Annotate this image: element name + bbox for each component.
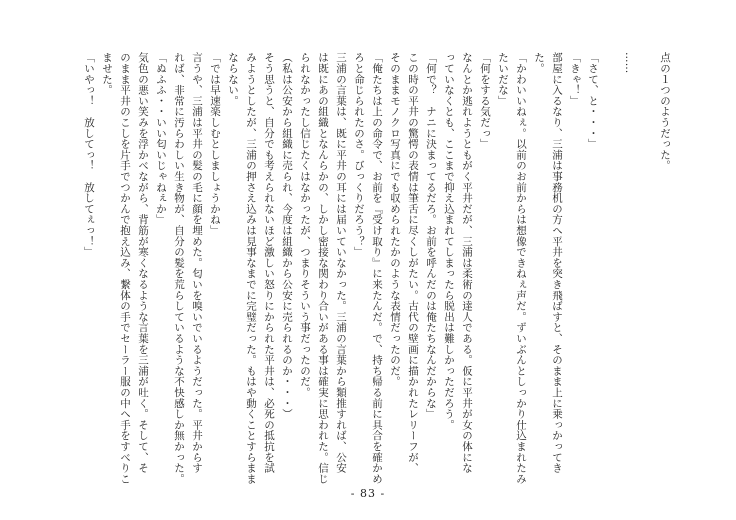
text-line: 「ぬふふ・・いい匂いじゃねぇか」: [155, 52, 167, 225]
text-line: っていなくとも、ここまで抑え込まれてしまったら脱出は難しかっただろう。: [443, 52, 455, 430]
text-line: 「何をする気だっ」: [479, 52, 491, 150]
text-line: れば、非常に汚らわしい生き物が、自分の髪を荒らしているような不快感しか無かった。: [173, 52, 185, 484]
page-number: - 83 -: [350, 487, 386, 500]
text-line: ……: [623, 52, 635, 74]
text-line: 「かわいいねぇ。以前のお前からは想像できねぇ声だ。ずいぶんとしっかり仕込まれたみ: [515, 52, 527, 484]
text-line: ませた。: [101, 52, 113, 96]
text-line: 「では早速楽しむとしましょうかね」: [209, 52, 221, 236]
text-line: ろと命じられたのさ。びっくりだろう？」: [353, 52, 365, 258]
blank-line: [638, 52, 656, 477]
text-line: 「いやっ！ 放してっ！ 放してぇっ！」: [83, 52, 95, 258]
text-line: そのままモノクロ写真にでも収められたかのような表情だったのだ。: [389, 52, 401, 387]
text-line: なんとか逃れようともがく平井だが、三浦は柔術の達人である。仮に平井が女の体にな: [461, 52, 473, 474]
text-line: 気色の悪い笑みを浮かべながら、背筋が寒くなるような言葉を三浦が吐く。そして、そ: [137, 52, 149, 474]
text-line: （私は公安から組織に売られ、今度は組織から公安に売られるのか・・・）: [281, 52, 293, 420]
text-line: た。: [533, 52, 545, 74]
text-line: 「きゃ！」: [569, 52, 581, 106]
text-line: 「何で？ ナニに決まってるだろ。お前を呼んだのは俺たちなんだからな」: [425, 52, 437, 420]
text-line: られなかったし信じたくはなかったが、つまりそういう事だったのだ。: [299, 52, 311, 398]
text-line: この時の平井の驚愕の表情は筆舌に尽くしがたい。古代の壁画に描かれたレリーフが、: [407, 52, 419, 474]
text-line: 「さて、と・・・」: [587, 52, 599, 150]
text-line: のまま平井のこしを片手でつかんで抱え込み、繋体の手でセーラー服の中へ手をすべりこ: [119, 52, 131, 484]
blank-line: [602, 52, 620, 477]
text-line: 「俺たちは上の命令で、お前を『受け取り』に来たんだ。で、持ち帰る前に具合を確かめ: [371, 52, 383, 484]
text-line: そう思うと、自分でも考えられないほど激しい怒りにかられた平井は、必死の抵抗を試: [263, 52, 275, 474]
text-line: 点の１つのようだった。: [659, 52, 671, 171]
text-line: たいだな」: [497, 52, 509, 106]
text-line: は既にあの組織となんらかの、しかし密接な関わり合いがある事は確実に思われた。信じ: [317, 52, 329, 484]
text-line: 三浦の言葉は、既に平井の耳には届いていなかった。三浦の言葉から類推すれば、公安: [335, 52, 347, 474]
text-line: みようとしたが、三浦の押さえ込みは見事なまでに完璧だった。もはや動くことすらまま: [245, 52, 257, 484]
text-line: ならない。: [227, 52, 239, 106]
text-line: 言うや、三浦は平井の髪の毛に顔を埋めた。匂いを嗅いでいるようだった。平井からす: [191, 52, 203, 474]
text-line: 部屋に入るなり、三浦は事務机の方へ平井を突き飛ばすと、そのまま上に乗っかってき: [551, 52, 563, 474]
body-text: [62, 52, 674, 484]
